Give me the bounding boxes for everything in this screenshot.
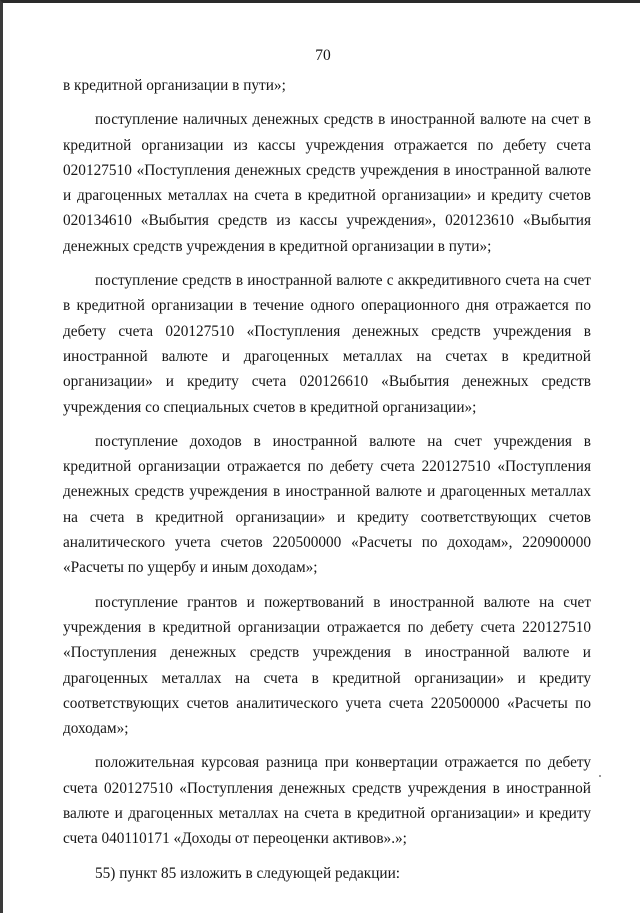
paragraph-grants-receipt: поступление грантов и пожертвований в иностранной валюте на счет учреждения в кредитной организации отражается по дебету счета 220127510 «Поступления денежных средств учреждения в иностранной валюте и драгоценных металлах на счета в кредитной организации» и кредиту соответствующих счетов аналитического учета счета 220500000 «Расчеты по доходам»; bbox=[63, 593, 591, 738]
paragraph-income-receipt: поступление доходов в иностранной валюте на счет учреждения в кредитной организации отражается по дебету счета 220127510 «Поступления денежных средств учреждения в иностранной валюте и драгоценных металлах на счета в кредитной организации» и кредиту соответствующих счетов аналитического учета счетов 220500000 «Расчеты по доходам», 220900000 «Расчеты по ущербу и иным доходам»; bbox=[63, 432, 591, 577]
paragraph-exchange-difference: положительная курсовая разница при конвертации отражается по дебету счета 020127510 «Поступления денежных средств учреждения в иностранной валюте и драгоценных металлах на счета в кредитной организации» и кредиту счета 040110171 «Доходы от переоценки активов».»; bbox=[63, 754, 591, 848]
scan-speck bbox=[599, 775, 601, 777]
document-body bbox=[63, 73, 591, 895]
paragraph-letter-of-credit: поступление средств в иностранной валюте с аккредитивного счета на счет в кредитной организации в течение одного операционного дня отражается по дебету счета 020127510 «Поступления денежных средств учреждения в иностранной валюте и драгоценных металлах на счетах в кредитной организации» и кредиту счета 020126610 «Выбытия денежных средств учреждения со специальных счетов в кредитной организации»; bbox=[63, 272, 591, 416]
paragraph-cash-receipt: поступление наличных денежных средств в иностранной валюте на счет в кредитной организации из кассы учреждения отражается по дебету счета 020127510 «Поступления денежных средств учреждения в иностранной валюте и драгоценных металлах на счета в кредитной организации» и кредиту счетов 020134610 «Выбытия средств из кассы учреждения», 020123610 «Выбытия денежных средств учреждения в кредитной организации в пути»; bbox=[63, 111, 591, 255]
paragraph-continuation: в кредитной организации в пути»; bbox=[63, 77, 286, 94]
page-number: 70 bbox=[315, 47, 331, 64]
paragraph-item-55: 55) пункт 85 изложить в следующей редакции: bbox=[95, 864, 401, 882]
